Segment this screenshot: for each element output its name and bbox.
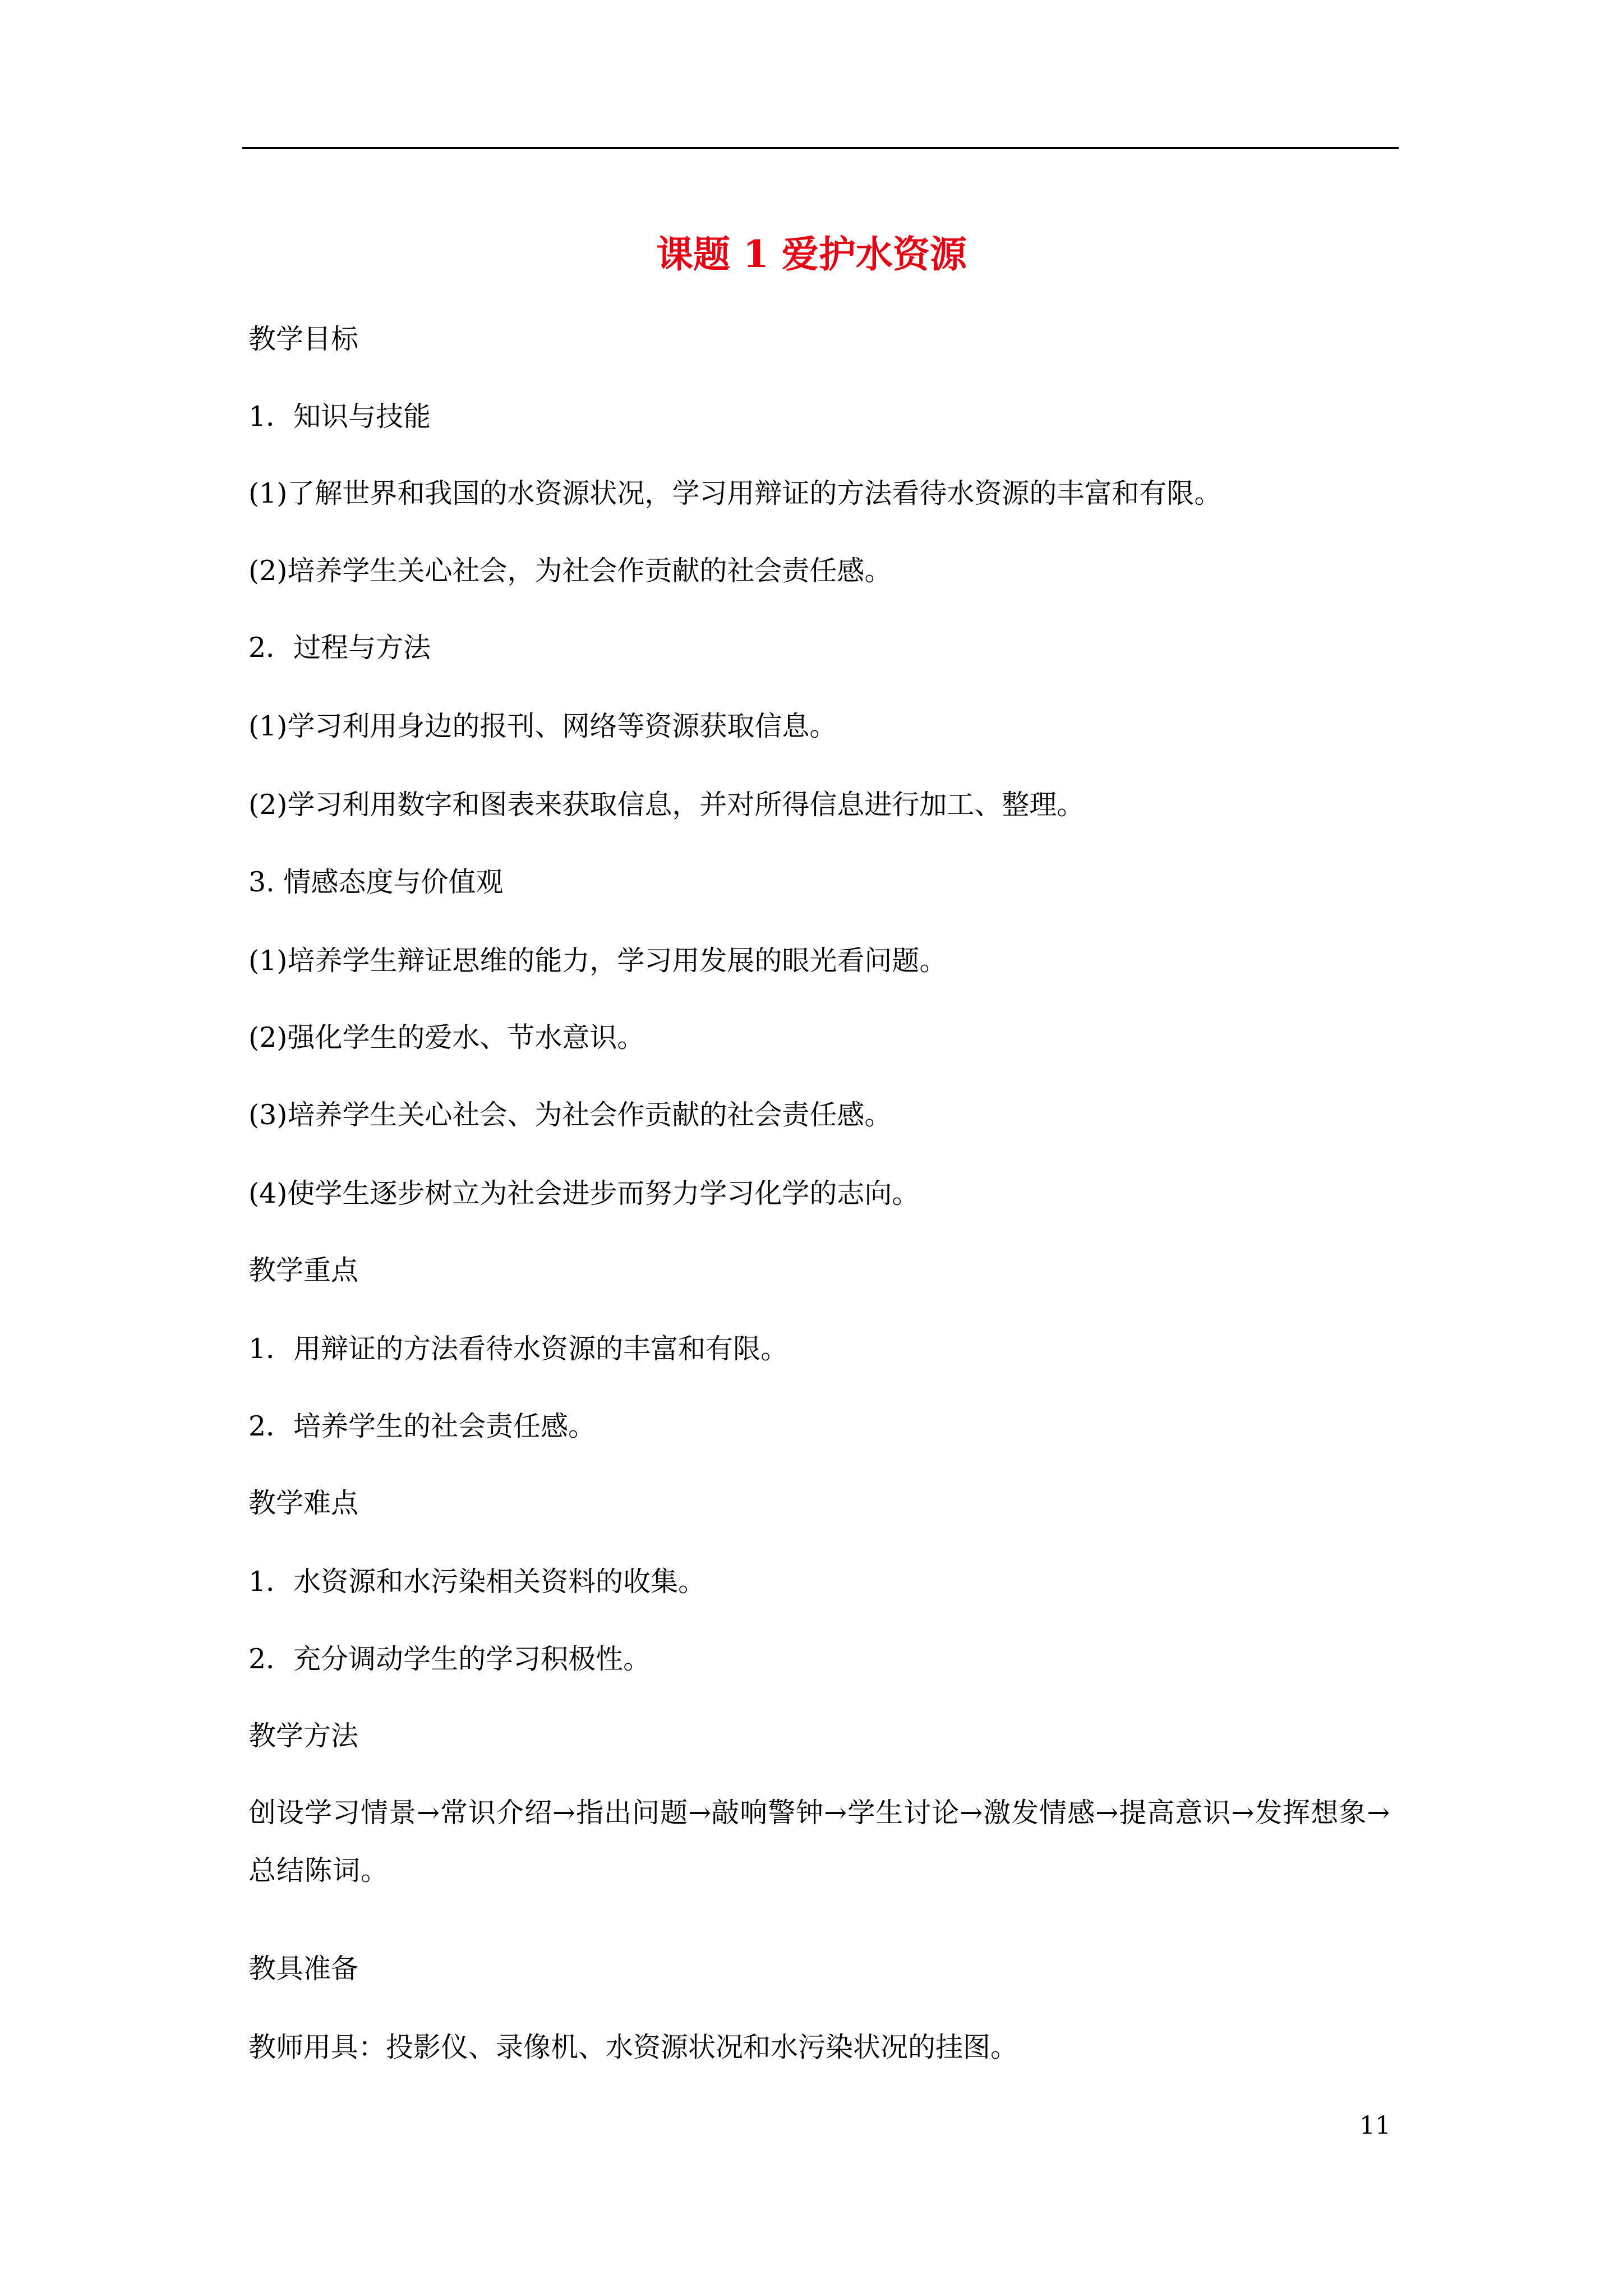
- list-item: (3)培养学生关心社会、为社会作贡献的社会责任感。: [248, 1099, 892, 1131]
- list-item: (2)培养学生关心社会，为社会作贡献的社会责任感。: [248, 555, 892, 587]
- section-heading-teaching-aids: 教具准备: [248, 1953, 359, 1985]
- list-item: (2)学习利用数字和图表来获取信息，并对所得信息进行加工、整理。: [248, 789, 1085, 821]
- page-number: 11: [1359, 2111, 1391, 2140]
- section-heading-teaching-methods: 教学方法: [248, 1720, 359, 1752]
- subheading-knowledge-skills: 1．知识与技能: [248, 401, 431, 432]
- list-item: (1)培养学生辩证思维的能力，学习用发展的眼光看问题。: [248, 945, 947, 977]
- section-heading-teaching-objectives: 教学目标: [248, 323, 359, 355]
- header-rule: [242, 147, 1399, 149]
- list-item: 1．用辩证的方法看待水资源的丰富和有限。: [248, 1333, 789, 1365]
- list-item: 2．培养学生的社会责任感。: [248, 1410, 596, 1442]
- section-heading-difficulties: 教学难点: [248, 1487, 359, 1519]
- list-item: (1)学习利用身边的报刊、网络等资源获取信息。: [248, 710, 837, 742]
- list-item: (4)使学生逐步树立为社会进步而努力学习化学的志向。: [248, 1177, 920, 1209]
- teaching-method-flow: 创设学习情景→常识介绍→指出问题→敲响警钟→学生讨论→激发情感→提高意识→发挥想象→总结陈词。: [248, 1797, 1391, 1887]
- section-heading-key-points: 教学重点: [248, 1254, 359, 1286]
- list-item: (2)强化学生的爱水、节水意识。: [248, 1022, 645, 1053]
- document-title: 课题 1 爱护水资源: [656, 232, 967, 276]
- teacher-equipment: 教师用具：投影仪、录像机、水资源状况和水污染状况的挂图。: [248, 2031, 1018, 2063]
- list-item: (1)了解世界和我国的水资源状况，学习用辩证的方法看待水资源的丰富和有限。: [248, 477, 1222, 509]
- subheading-process-method: 2．过程与方法: [248, 632, 431, 664]
- subheading-attitude-values: 3. 情感态度与价值观: [248, 866, 504, 898]
- list-item: 2．充分调动学生的学习积极性。: [248, 1643, 651, 1675]
- list-item: 1．水资源和水污染相关资料的收集。: [248, 1566, 706, 1598]
